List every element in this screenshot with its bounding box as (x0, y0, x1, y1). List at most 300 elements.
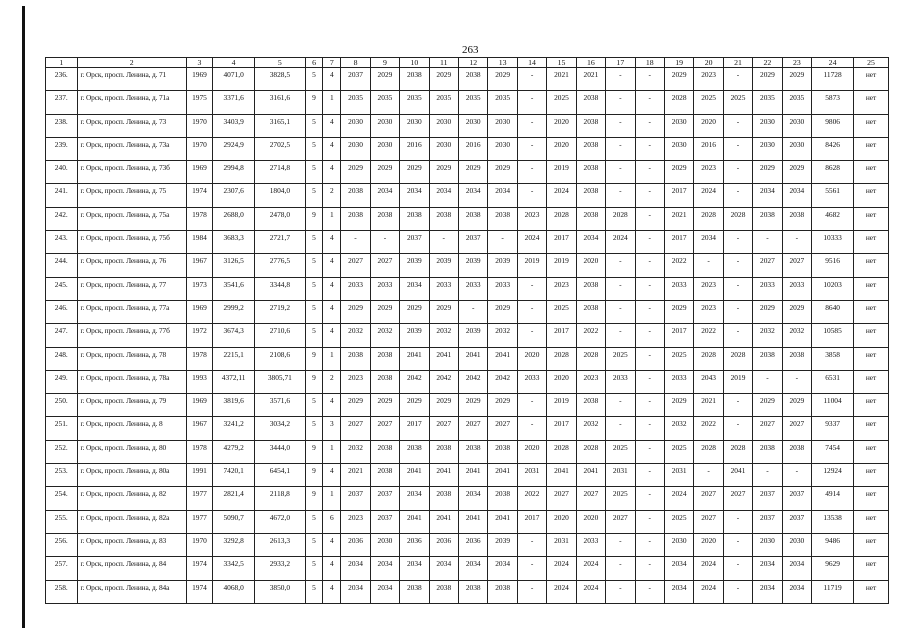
table-cell: 2033 (488, 277, 517, 300)
table-cell: 1974 (186, 184, 212, 207)
table-cell: 2036 (400, 533, 429, 556)
table-cell: 2030 (488, 114, 517, 137)
table-cell: - (635, 161, 664, 184)
table-cell: 2041 (429, 347, 458, 370)
table-cell: - (606, 91, 635, 114)
table-cell: 2034 (664, 557, 693, 580)
table-cell: 2027 (341, 254, 370, 277)
table-cell: 2307,6 (213, 184, 255, 207)
table-cell: - (635, 254, 664, 277)
table-cell: 2032 (488, 324, 517, 347)
table-cell: - (723, 557, 752, 580)
table-cell: 2038 (782, 440, 811, 463)
table-cell: нет (854, 231, 889, 254)
table-cell: 1804,0 (255, 184, 305, 207)
table-cell: 2038 (576, 207, 605, 230)
table-cell: - (723, 68, 752, 91)
table-cell: - (635, 464, 664, 487)
table-cell: 2027 (753, 254, 782, 277)
table-cell: - (606, 533, 635, 556)
table-cell: 1970 (186, 533, 212, 556)
table-cell: 2020 (576, 510, 605, 533)
table-cell: 2030 (664, 533, 693, 556)
table-cell: 2029 (429, 68, 458, 91)
table-body (46, 68, 889, 604)
table-cell: нет (854, 207, 889, 230)
table-cell: 2020 (547, 137, 576, 160)
table-row (46, 161, 889, 184)
table-cell: 2027 (459, 417, 488, 440)
table-cell: - (517, 324, 546, 347)
table-cell: 2022 (694, 324, 723, 347)
column-header-1: 1 (46, 58, 78, 68)
binding-bar (22, 6, 25, 628)
table-cell: 2029 (370, 394, 399, 417)
table-cell: 2029 (664, 394, 693, 417)
table-row (46, 137, 889, 160)
table-cell: 2038 (459, 440, 488, 463)
table-cell: 2038 (576, 184, 605, 207)
table-cell: 2017 (664, 184, 693, 207)
table-cell: 2038 (370, 464, 399, 487)
table-cell: 2032 (370, 324, 399, 347)
table-cell: 2041 (400, 464, 429, 487)
table-cell: 2030 (488, 137, 517, 160)
table-cell: 5 (305, 184, 323, 207)
table-cell: 2702,5 (255, 137, 305, 160)
table-cell: 9 (305, 207, 323, 230)
table-cell: 3342,5 (213, 557, 255, 580)
table-cell: 2038 (400, 580, 429, 603)
column-header-10: 10 (400, 58, 429, 68)
table-cell: нет (854, 161, 889, 184)
table-cell: 1977 (186, 510, 212, 533)
table-cell: 2034 (459, 487, 488, 510)
table-cell: - (517, 417, 546, 440)
column-header-23: 23 (782, 58, 811, 68)
table-cell: 2034 (400, 557, 429, 580)
table-cell: 4 (323, 254, 341, 277)
address-cell: г. Орск, просп. Ленина, д. 75 (77, 184, 186, 207)
table-cell: 2034 (488, 184, 517, 207)
row-number-cell: 246. (46, 300, 78, 323)
table-cell: 2019 (547, 394, 576, 417)
table-cell: 2041 (429, 464, 458, 487)
table-cell: 2028 (576, 440, 605, 463)
table-cell: 2030 (370, 114, 399, 137)
table-cell: 2021 (341, 464, 370, 487)
table-cell: 3371,6 (213, 91, 255, 114)
table-cell: 2041 (488, 347, 517, 370)
row-number-cell: 236. (46, 68, 78, 91)
table-cell: 1969 (186, 394, 212, 417)
table-cell: 3541,6 (213, 277, 255, 300)
table-cell: 2038 (370, 440, 399, 463)
table-cell: 2034 (400, 487, 429, 510)
table-cell: 2035 (753, 91, 782, 114)
table-cell: 2034 (429, 184, 458, 207)
table-cell: 2027 (547, 487, 576, 510)
table-cell: - (517, 533, 546, 556)
table-cell: 1967 (186, 417, 212, 440)
table-cell: 13538 (812, 510, 854, 533)
table-cell: 5 (305, 324, 323, 347)
table-cell: 2030 (664, 114, 693, 137)
table-cell: 2021 (664, 207, 693, 230)
table-cell: 2028 (694, 347, 723, 370)
table-cell: 2027 (694, 487, 723, 510)
table-cell: 2024 (517, 231, 546, 254)
table-row (46, 231, 889, 254)
table-cell: 2613,3 (255, 533, 305, 556)
row-number-cell: 237. (46, 91, 78, 114)
table-row (46, 440, 889, 463)
table-cell: - (753, 370, 782, 393)
table-cell: 6531 (812, 370, 854, 393)
table-cell: 5 (305, 277, 323, 300)
table-cell: 3858 (812, 347, 854, 370)
table-cell: 2037 (400, 231, 429, 254)
table-cell: 2028 (694, 440, 723, 463)
table-cell: - (723, 417, 752, 440)
table-cell: 2036 (341, 533, 370, 556)
table-cell: 5873 (812, 91, 854, 114)
table-cell: 2038 (576, 277, 605, 300)
table-cell: 3161,6 (255, 91, 305, 114)
table-cell: 1969 (186, 161, 212, 184)
table-cell: нет (854, 370, 889, 393)
address-cell: г. Орск, просп. Ленина, д. 73а (77, 137, 186, 160)
table-cell: 5561 (812, 184, 854, 207)
table-cell: нет (854, 347, 889, 370)
table-cell: 2027 (429, 417, 458, 440)
table-cell: 2933,2 (255, 557, 305, 580)
column-header-14: 14 (517, 58, 546, 68)
address-cell: г. Орск, просп. Ленина, д. 75а (77, 207, 186, 230)
table-cell: 2025 (723, 91, 752, 114)
table-cell: - (370, 231, 399, 254)
table-cell: 2821,4 (213, 487, 255, 510)
table-cell: 5 (305, 580, 323, 603)
table-cell: 2038 (370, 207, 399, 230)
table-cell: 2019 (517, 254, 546, 277)
table-cell: 2028 (547, 347, 576, 370)
table-cell: 1973 (186, 277, 212, 300)
table-cell: 2035 (341, 91, 370, 114)
table-cell: 2038 (488, 207, 517, 230)
row-number-cell: 252. (46, 440, 78, 463)
row-number-cell: 242. (46, 207, 78, 230)
table-cell: 2719,2 (255, 300, 305, 323)
row-number-cell: 249. (46, 370, 78, 393)
table-cell: 2038 (576, 91, 605, 114)
table-cell: 2033 (782, 277, 811, 300)
table-cell: 2038 (400, 440, 429, 463)
table-cell: 2021 (694, 394, 723, 417)
table-cell: 2020 (576, 254, 605, 277)
table-cell: - (635, 68, 664, 91)
table-cell: 2020 (547, 370, 576, 393)
table-cell: 2024 (694, 557, 723, 580)
column-number-header-row (46, 58, 889, 68)
table-cell: - (517, 68, 546, 91)
table-cell: 2039 (429, 254, 458, 277)
column-header-2: 2 (77, 58, 186, 68)
table-cell: 2038 (782, 347, 811, 370)
table-cell: 2034 (429, 557, 458, 580)
table-cell: - (694, 464, 723, 487)
table-cell: 1969 (186, 300, 212, 323)
table-cell: нет (854, 324, 889, 347)
table-cell: 2028 (664, 91, 693, 114)
table-cell: нет (854, 487, 889, 510)
table-cell: 2033 (576, 533, 605, 556)
table-cell: 1974 (186, 580, 212, 603)
table-row (46, 510, 889, 533)
table-cell: нет (854, 557, 889, 580)
table-cell: 2039 (488, 254, 517, 277)
table-cell: 2028 (547, 440, 576, 463)
table-cell: 1978 (186, 347, 212, 370)
table-cell: - (517, 277, 546, 300)
table-cell: 2034 (370, 580, 399, 603)
table-cell: 2023 (694, 161, 723, 184)
table-cell: 1977 (186, 487, 212, 510)
table-cell: 2023 (547, 277, 576, 300)
table-row (46, 68, 889, 91)
table-cell: - (606, 300, 635, 323)
address-cell: г. Орск, просп. Ленина, д. 73 (77, 114, 186, 137)
table-cell: 4 (323, 300, 341, 323)
table-cell: 3344,8 (255, 277, 305, 300)
table-cell: 2029 (753, 300, 782, 323)
table-cell: 2032 (429, 324, 458, 347)
row-number-cell: 245. (46, 277, 78, 300)
table-row (46, 91, 889, 114)
table-cell: - (606, 324, 635, 347)
table-cell: - (429, 231, 458, 254)
table-cell: 2029 (429, 394, 458, 417)
table-cell: 2019 (547, 254, 576, 277)
column-header-24: 24 (812, 58, 854, 68)
table-cell: - (635, 557, 664, 580)
table-cell: - (635, 184, 664, 207)
table-cell: 2029 (400, 161, 429, 184)
table-cell: 2030 (753, 533, 782, 556)
table-cell: 2041 (429, 510, 458, 533)
table-cell: 2038 (429, 440, 458, 463)
row-number-cell: 240. (46, 161, 78, 184)
table-cell: 4682 (812, 207, 854, 230)
table-cell: 2038 (370, 347, 399, 370)
table-cell: 2037 (782, 510, 811, 533)
address-cell: г. Орск, просп. Ленина, д. 78 (77, 347, 186, 370)
table-cell: 6 (323, 510, 341, 533)
table-cell: 2714,8 (255, 161, 305, 184)
table-cell: - (723, 510, 752, 533)
table-cell: 2042 (459, 370, 488, 393)
table-cell: - (635, 114, 664, 137)
table-cell: - (606, 557, 635, 580)
table-cell: 2035 (459, 91, 488, 114)
table-cell: 2028 (694, 207, 723, 230)
table-cell: 2029 (429, 300, 458, 323)
table-cell: 2034 (782, 557, 811, 580)
table-cell: 1978 (186, 207, 212, 230)
table-cell: 2038 (459, 580, 488, 603)
table-cell: - (723, 254, 752, 277)
table-cell: 2038 (341, 184, 370, 207)
table-cell: 2041 (723, 464, 752, 487)
table-cell: 8640 (812, 300, 854, 323)
table-cell: 5 (305, 137, 323, 160)
row-number-cell: 241. (46, 184, 78, 207)
table-cell: 2027 (782, 254, 811, 277)
table-cell: 2027 (370, 417, 399, 440)
table-cell: 2 (323, 184, 341, 207)
table-cell: 2032 (341, 440, 370, 463)
row-number-cell: 250. (46, 394, 78, 417)
column-header-8: 8 (341, 58, 370, 68)
table-cell: 2032 (782, 324, 811, 347)
table-cell: 2021 (547, 68, 576, 91)
table-cell: 2022 (664, 254, 693, 277)
table-cell: 2038 (576, 161, 605, 184)
table-cell: 2039 (488, 533, 517, 556)
address-cell: г. Орск, просп. Ленина, д. 71 (77, 68, 186, 91)
table-cell: - (606, 417, 635, 440)
table-cell: 2688,0 (213, 207, 255, 230)
row-number-cell: 251. (46, 417, 78, 440)
table-cell: 2478,0 (255, 207, 305, 230)
table-cell: 2034 (576, 231, 605, 254)
table-cell: 2030 (782, 533, 811, 556)
table-cell: нет (854, 254, 889, 277)
table-cell: 2029 (782, 300, 811, 323)
table-cell: 2039 (459, 254, 488, 277)
table-row (46, 184, 889, 207)
table-cell: 2029 (753, 161, 782, 184)
table-cell: нет (854, 533, 889, 556)
table-cell: 5 (305, 254, 323, 277)
table-cell: 2029 (664, 68, 693, 91)
table-cell: 4672,0 (255, 510, 305, 533)
table-row (46, 114, 889, 137)
address-cell: г. Орск, просп. Ленина, д. 73б (77, 161, 186, 184)
table-cell: 4071,0 (213, 68, 255, 91)
table-cell: 2041 (459, 464, 488, 487)
table-cell: 2041 (400, 510, 429, 533)
table-cell: 2029 (370, 300, 399, 323)
table-cell: - (723, 533, 752, 556)
table-cell: 1993 (186, 370, 212, 393)
table-cell: 2025 (664, 347, 693, 370)
table-cell: 2108,6 (255, 347, 305, 370)
table-cell: нет (854, 114, 889, 137)
table-cell: 12924 (812, 464, 854, 487)
table-cell: 2031 (606, 464, 635, 487)
table-cell: - (517, 114, 546, 137)
table-cell: - (723, 394, 752, 417)
table-cell: 2024 (547, 557, 576, 580)
table-cell: 2024 (694, 184, 723, 207)
table-cell: 2029 (400, 300, 429, 323)
table-cell: 2038 (753, 440, 782, 463)
table-cell: 2038 (488, 440, 517, 463)
table-cell: 2030 (782, 114, 811, 137)
table-row (46, 417, 889, 440)
table-cell: 2024 (664, 487, 693, 510)
column-header-11: 11 (429, 58, 458, 68)
table-cell: 9 (305, 440, 323, 463)
table-cell: - (341, 231, 370, 254)
table-cell: 9 (305, 91, 323, 114)
table-cell: 2034 (753, 580, 782, 603)
address-cell: г. Орск, просп. Ленина, д. 76 (77, 254, 186, 277)
row-number-cell: 258. (46, 580, 78, 603)
table-cell: - (723, 161, 752, 184)
table-cell: 2030 (782, 137, 811, 160)
table-cell: 4372,11 (213, 370, 255, 393)
table-cell: 3241,2 (213, 417, 255, 440)
table-cell: 2035 (370, 91, 399, 114)
table-cell: 10333 (812, 231, 854, 254)
table-row (46, 487, 889, 510)
table-cell: 2038 (576, 114, 605, 137)
table-cell: 5090,7 (213, 510, 255, 533)
table-cell: 2029 (429, 161, 458, 184)
table-cell: 2024 (547, 580, 576, 603)
table-row (46, 394, 889, 417)
table-cell: - (517, 184, 546, 207)
table-cell: - (635, 207, 664, 230)
table-cell: 2020 (694, 114, 723, 137)
table-cell: 1 (323, 207, 341, 230)
table-cell: 2215,1 (213, 347, 255, 370)
table-cell: 2029 (664, 300, 693, 323)
table-row (46, 557, 889, 580)
table-cell: 2038 (459, 207, 488, 230)
table-cell: 2027 (370, 254, 399, 277)
table-cell: 2034 (459, 184, 488, 207)
table-cell: - (635, 417, 664, 440)
table-cell: - (517, 161, 546, 184)
column-header-18: 18 (635, 58, 664, 68)
table-cell: нет (854, 300, 889, 323)
table-cell: - (606, 254, 635, 277)
table-cell: 2037 (370, 487, 399, 510)
table-cell: - (782, 231, 811, 254)
table-cell: 2033 (664, 277, 693, 300)
table-cell: 2924,9 (213, 137, 255, 160)
table-cell: 1970 (186, 137, 212, 160)
table-cell: - (459, 300, 488, 323)
column-header-12: 12 (459, 58, 488, 68)
table-cell: 2033 (753, 277, 782, 300)
column-header-21: 21 (723, 58, 752, 68)
table-cell: 2039 (459, 324, 488, 347)
table-cell: 2033 (606, 370, 635, 393)
table-cell: 2041 (488, 510, 517, 533)
table-cell: 2041 (459, 347, 488, 370)
table-cell: 9337 (812, 417, 854, 440)
table-cell: - (753, 464, 782, 487)
table-cell: 2038 (370, 370, 399, 393)
table-cell: 2035 (429, 91, 458, 114)
table-cell: 1 (323, 347, 341, 370)
table-cell: - (723, 277, 752, 300)
table-cell: - (517, 394, 546, 417)
